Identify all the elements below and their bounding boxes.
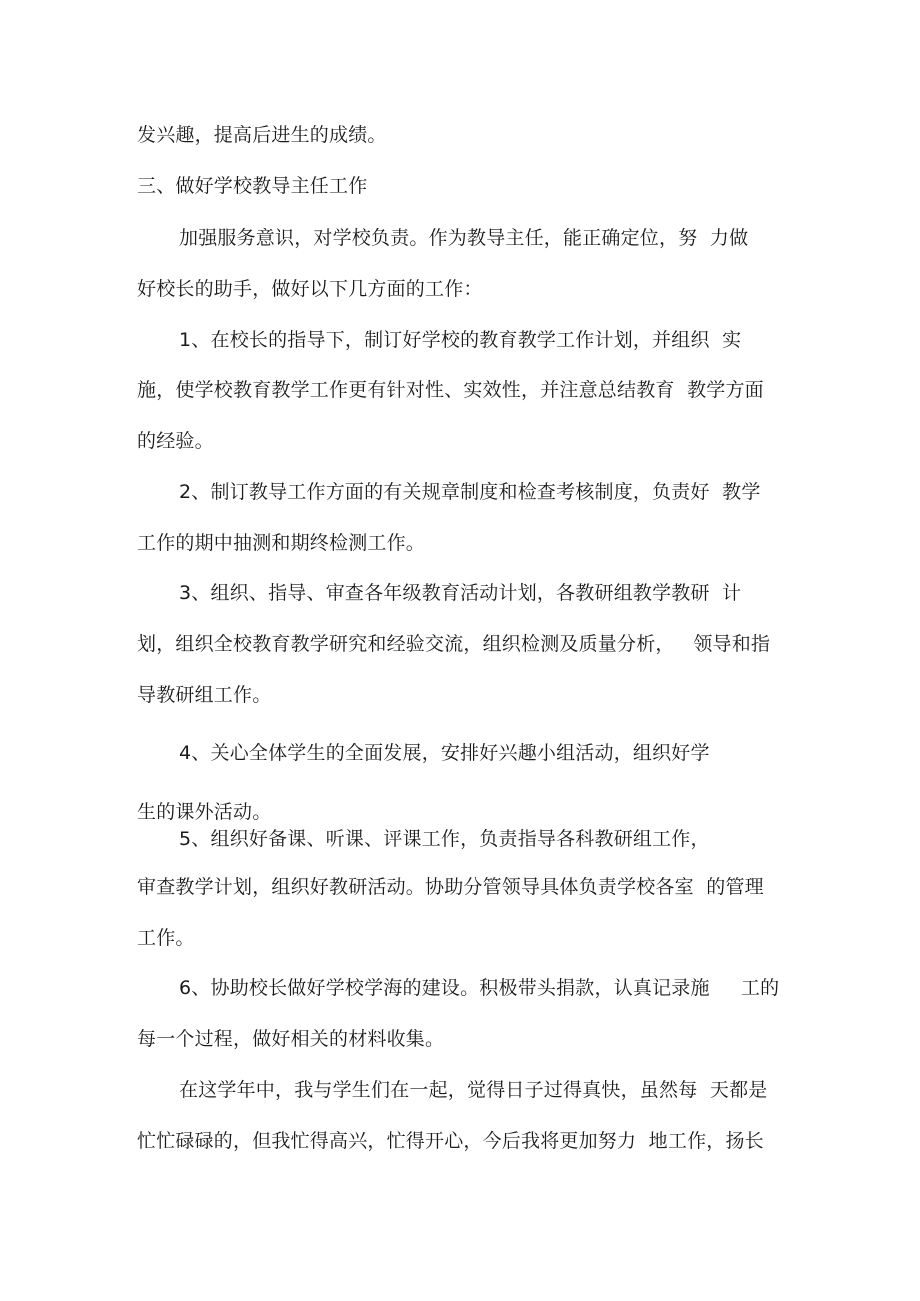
closing-line-2: 忙忙碌碌的，但我忙得高兴，忙得开心，今后我将更加努力 地工作，扬长 (137, 1130, 764, 1152)
item-3-line-1: 3、组织、指导、审查各年级教育活动计划，各教研组教学教研 计 (179, 582, 742, 604)
item-2-line-2: 工作的期中抽测和期终检测工作。 (137, 532, 426, 554)
text-line-4: 好校长的助手，做好以下几方面的工作： (137, 278, 483, 300)
item-3-line-2: 划，组织全校教育教学研究和经验交流，组织检测及质量分析， 领导和指 (137, 633, 771, 655)
item-6-line-2: 每一个过程，做好相关的材料收集。 (137, 1028, 445, 1050)
text-line-1: 发兴趣，提高后进生的成绩。 (137, 124, 387, 146)
item-5-line-3: 工作。 (137, 927, 195, 949)
item-4-line-1: 4、关心全体学生的全面发展，安排好兴趣小组活动，组织好学 (179, 742, 710, 764)
item-1-line-1: 1、在校长的指导下，制订好学校的教育教学工作计划，并组织 实 (179, 329, 742, 351)
item-4-line-2: 生的课外活动。 (137, 801, 272, 823)
item-1-line-3: 的经验。 (137, 430, 214, 452)
text-line-3: 加强服务意识，对学校负责。作为教导主任，能正确定位，努 力做 (179, 227, 749, 249)
section-heading: 三、做好学校教导主任工作 (137, 175, 368, 197)
item-2-line-1: 2、制订教导工作方面的有关规章制度和检查考核制度，负责好 教学 (179, 481, 761, 503)
item-5-line-1: 5、组织好备课、听课、评课工作，负责指导各科教研组工作， (179, 828, 710, 850)
item-1-line-2: 施，使学校教育教学工作更有针对性、实效性，并注意总结教育 教学方面 (137, 379, 764, 401)
item-5-line-2: 审查教学计划，组织好教研活动。协助分管领导具体负责学校各室 的管理 (137, 876, 764, 898)
item-6-line-1: 6、协助校长做好学校学海的建设。积极带头捐款，认真记录施 工的 (179, 977, 780, 999)
item-3-line-3: 导教研组工作。 (137, 684, 272, 706)
closing-line-1: 在这学年中，我与学生们在一起，觉得日子过得真快，虽然每 天都是 (179, 1079, 768, 1101)
